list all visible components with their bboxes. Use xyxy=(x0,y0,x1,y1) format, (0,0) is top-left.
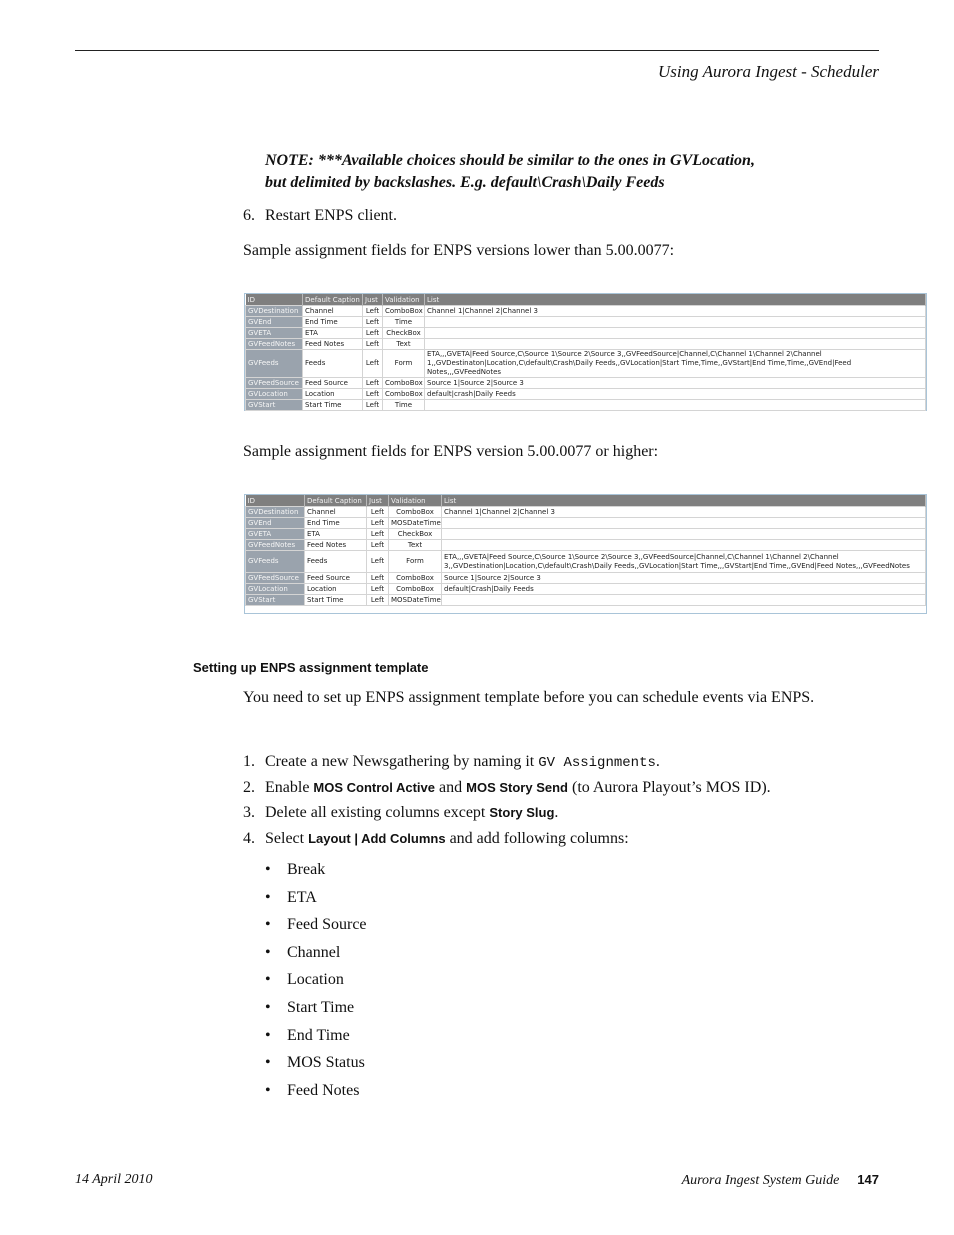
bullet-icon: • xyxy=(265,943,271,961)
column-header: Default Caption xyxy=(303,294,363,306)
bullet-icon: • xyxy=(265,916,271,934)
footer-guide-title: Aurora Ingest System Guide xyxy=(681,1173,840,1188)
procedure-steps xyxy=(243,752,771,854)
list-item-text: Location xyxy=(287,971,344,989)
table-row xyxy=(246,584,926,595)
field-id-cell: GVFeedNotes xyxy=(246,540,305,551)
table-cell: Start Time xyxy=(305,595,367,606)
table-row xyxy=(246,573,926,584)
step-1 xyxy=(243,752,771,778)
table-cell: Left xyxy=(363,317,383,328)
list-item xyxy=(265,1026,367,1054)
table-cell: MOSDateTime xyxy=(389,518,442,529)
table-cell: ComboBox xyxy=(383,389,425,400)
field-id-cell: GVEnd xyxy=(246,317,303,328)
footer-date: 14 April 2010 xyxy=(75,1172,153,1187)
bullet-icon: • xyxy=(265,1081,271,1099)
field-id-cell: GVLocation xyxy=(246,389,303,400)
table-cell: Left xyxy=(363,328,383,339)
step-text: Select xyxy=(265,829,309,847)
table-cell: ComboBox xyxy=(383,306,425,317)
table-row xyxy=(246,328,926,339)
table-row xyxy=(246,350,926,378)
table-cell: Left xyxy=(367,540,389,551)
note-line-2: but delimited by backslashes. E.g. default\Crash\Daily Feeds xyxy=(265,174,665,191)
table-cell: Feed Source xyxy=(305,573,367,584)
list-item-text: ETA xyxy=(287,888,317,906)
table-cell xyxy=(425,400,926,411)
table-cell: Left xyxy=(367,551,389,573)
table-cell: Left xyxy=(367,584,389,595)
field-id-cell: GVETA xyxy=(246,328,303,339)
step-number: 6. xyxy=(243,207,255,224)
column-bullet-list xyxy=(265,860,367,1108)
table-row xyxy=(246,378,926,389)
field-id-cell: GVLocation xyxy=(246,584,305,595)
page-number: 147 xyxy=(857,1172,879,1187)
table-cell: Location xyxy=(303,389,363,400)
footer-right xyxy=(682,1172,879,1189)
step-text: Delete all existing columns except xyxy=(265,804,490,821)
table-row xyxy=(246,306,926,317)
field-id-cell: GVDestination xyxy=(246,507,305,518)
table-cell: default|crash|Daily Feeds xyxy=(425,389,926,400)
step-text: Enable xyxy=(265,778,314,796)
list-item-text: MOS Status xyxy=(287,1054,365,1072)
table-cell: Left xyxy=(367,595,389,606)
ui-term: MOS Story Send xyxy=(466,779,568,795)
bullet-icon: • xyxy=(265,1054,271,1072)
list-item xyxy=(265,860,367,888)
table-cell: MOSDateTime xyxy=(389,595,442,606)
step-text: Restart ENPS client. xyxy=(265,207,397,224)
bullet-icon: • xyxy=(265,861,271,878)
table-row xyxy=(246,518,926,529)
column-header: ID xyxy=(246,495,305,507)
column-header: Default Caption xyxy=(305,495,367,507)
bullet-icon: • xyxy=(265,998,271,1016)
table-cell: Channel xyxy=(303,306,363,317)
step-6 xyxy=(243,207,397,225)
assignment-fields-table-old xyxy=(245,294,926,411)
table-cell: Channel 1|Channel 2|Channel 3 xyxy=(442,507,926,518)
step-number: 4. xyxy=(243,829,255,847)
column-header: Validation xyxy=(389,495,442,507)
caption-new-versions: Sample assignment fields for ENPS version 5.00.0077 or higher: xyxy=(243,443,659,460)
step-text: . xyxy=(655,753,660,770)
list-item-text: Channel xyxy=(287,943,341,961)
table-cell: ComboBox xyxy=(383,378,425,389)
header-rule xyxy=(75,50,879,51)
table-row xyxy=(246,507,926,518)
table-cell xyxy=(442,540,926,551)
table-cell: ETA,,,GVETA|Feed Source,C\Source 1\Source 2\Source 3,,GVFeedSource|Channel,C\Channel 1\Channel 2\Channel 1,,GVDestinaton|Location,C\default\Crash\Daily Feeds,,GVLocation|Start Time,Time,,GVStart|End Time,Time,,GVEnd|Feed Notes,,,GVFeedNotes xyxy=(425,350,926,378)
table-cell: Channel 1|Channel 2|Channel 3 xyxy=(425,306,926,317)
table-cell: Feed Notes xyxy=(305,540,367,551)
screenshot-table-new xyxy=(244,494,927,614)
column-header: Just xyxy=(363,294,383,306)
table-cell: CheckBox xyxy=(383,328,425,339)
table-cell: Left xyxy=(363,389,383,400)
ui-term: MOS Control Active xyxy=(313,779,436,795)
table-cell: Left xyxy=(363,400,383,411)
list-item-text: Feed Source xyxy=(287,916,367,934)
table-cell: Source 1|Source 2|Source 3 xyxy=(442,573,926,584)
step-3 xyxy=(243,803,771,829)
table-row xyxy=(246,400,926,411)
step-number: 3. xyxy=(243,804,255,821)
table-cell: End Time xyxy=(305,518,367,529)
table-cell: Feeds xyxy=(303,350,363,378)
step-4 xyxy=(243,829,771,855)
table-cell: default|Crash|Daily Feeds xyxy=(442,584,926,595)
assignment-fields-table-new xyxy=(245,495,926,606)
table-row xyxy=(246,529,926,540)
note-block xyxy=(265,150,825,194)
table-cell: Left xyxy=(363,339,383,350)
table-cell: Text xyxy=(383,339,425,350)
table-cell: Left xyxy=(363,350,383,378)
field-id-cell: GVFeedSource xyxy=(246,378,303,389)
table-cell: Time xyxy=(383,317,425,328)
step-text: (to Aurora Playout’s MOS ID). xyxy=(567,778,771,796)
caption-old-versions: Sample assignment fields for ENPS versions lower than 5.00.0077: xyxy=(243,242,675,259)
table-cell: Left xyxy=(363,306,383,317)
table-row xyxy=(246,339,926,350)
bullet-icon: • xyxy=(265,971,271,989)
table-cell: ETA xyxy=(305,529,367,540)
table-cell xyxy=(425,328,926,339)
list-item-text: Feed Notes xyxy=(287,1081,360,1099)
note-line-1: NOTE: ***Available choices should be similar to the ones in GVLocation, xyxy=(265,152,755,169)
table-cell: ETA xyxy=(303,328,363,339)
list-item xyxy=(265,1081,367,1109)
table-cell xyxy=(442,529,926,540)
list-item-text: Start Time xyxy=(287,998,355,1016)
table-cell xyxy=(442,518,926,529)
table-cell: CheckBox xyxy=(389,529,442,540)
table-cell xyxy=(442,595,926,606)
column-header: List xyxy=(425,294,926,306)
list-item xyxy=(265,998,367,1026)
step-text: Create a new Newsgathering by naming it xyxy=(265,753,539,770)
table-cell: ComboBox xyxy=(389,507,442,518)
column-header: ID xyxy=(246,294,303,306)
list-item xyxy=(265,888,367,916)
column-header: List xyxy=(442,495,926,507)
bullet-icon: • xyxy=(265,1026,271,1044)
table-cell: Location xyxy=(305,584,367,595)
table-row xyxy=(246,595,926,606)
step-number: 1. xyxy=(243,753,255,770)
table-row xyxy=(246,389,926,400)
table-cell: Form xyxy=(383,350,425,378)
table-cell: Left xyxy=(367,518,389,529)
table-cell: Source 1|Source 2|Source 3 xyxy=(425,378,926,389)
step-text: and add following columns: xyxy=(445,829,629,847)
table-cell xyxy=(425,339,926,350)
table-cell: ETA,,,GVETA|Feed Source,C\Source 1\Source 2\Source 3,,GVFeedSource|Channel,C\Channel 1\Channel 2\Channel 3,,GVDestination|Location,C\default\Crash\Daily Feeds,,GVLocation|Start Time,,,GVStart|End Time,,GVEnd|Feed Notes,,,GVFeedNotes xyxy=(442,551,926,573)
intro-paragraph: You need to set up ENPS assignment template before you can schedule events via ENPS. xyxy=(243,689,815,706)
table-row xyxy=(246,551,926,573)
field-id-cell: GVEnd xyxy=(246,518,305,529)
table-row xyxy=(246,540,926,551)
step-2 xyxy=(243,778,771,804)
table-cell: Left xyxy=(363,378,383,389)
table-cell: Form xyxy=(389,551,442,573)
table-cell: Left xyxy=(367,529,389,540)
field-id-cell: GVFeedSource xyxy=(246,573,305,584)
table-cell: Left xyxy=(367,507,389,518)
table-cell: Channel xyxy=(305,507,367,518)
field-id-cell: GVDestination xyxy=(246,306,303,317)
table-cell: Start Time xyxy=(303,400,363,411)
table-header-row xyxy=(246,294,926,306)
list-item xyxy=(265,943,367,971)
field-id-cell: GVStart xyxy=(246,595,305,606)
table-cell: Feeds xyxy=(305,551,367,573)
step-text: . xyxy=(554,804,559,821)
ui-term: Layout | Add Columns xyxy=(308,830,446,846)
table-cell: Left xyxy=(367,573,389,584)
table-cell: End Time xyxy=(303,317,363,328)
field-id-cell: GVStart xyxy=(246,400,303,411)
code-text: GV Assignments xyxy=(538,755,656,771)
table-cell: Time xyxy=(383,400,425,411)
screenshot-table-old xyxy=(244,293,927,411)
column-header: Just xyxy=(367,495,389,507)
step-text: and xyxy=(435,778,467,796)
table-cell: Feed Source xyxy=(303,378,363,389)
list-item-text: Break xyxy=(287,861,326,878)
table-cell: ComboBox xyxy=(389,584,442,595)
field-id-cell: GVETA xyxy=(246,529,305,540)
section-heading: Setting up ENPS assignment template xyxy=(193,660,429,675)
list-item xyxy=(265,915,367,943)
field-id-cell: GVFeeds xyxy=(246,350,303,378)
step-number: 2. xyxy=(243,778,255,796)
column-header: Validation xyxy=(383,294,425,306)
table-cell xyxy=(425,317,926,328)
table-header-row xyxy=(246,495,926,507)
table-cell: ComboBox xyxy=(389,573,442,584)
list-item xyxy=(265,1053,367,1081)
table-cell: Text xyxy=(389,540,442,551)
list-item xyxy=(265,970,367,998)
table-row xyxy=(246,317,926,328)
bullet-icon: • xyxy=(265,888,271,906)
field-id-cell: GVFeedNotes xyxy=(246,339,303,350)
field-id-cell: GVFeeds xyxy=(246,551,305,573)
ui-term: Story Slug xyxy=(489,805,555,820)
running-header: Using Aurora Ingest - Scheduler xyxy=(658,62,879,81)
list-item-text: End Time xyxy=(287,1026,350,1044)
table-cell: Feed Notes xyxy=(303,339,363,350)
